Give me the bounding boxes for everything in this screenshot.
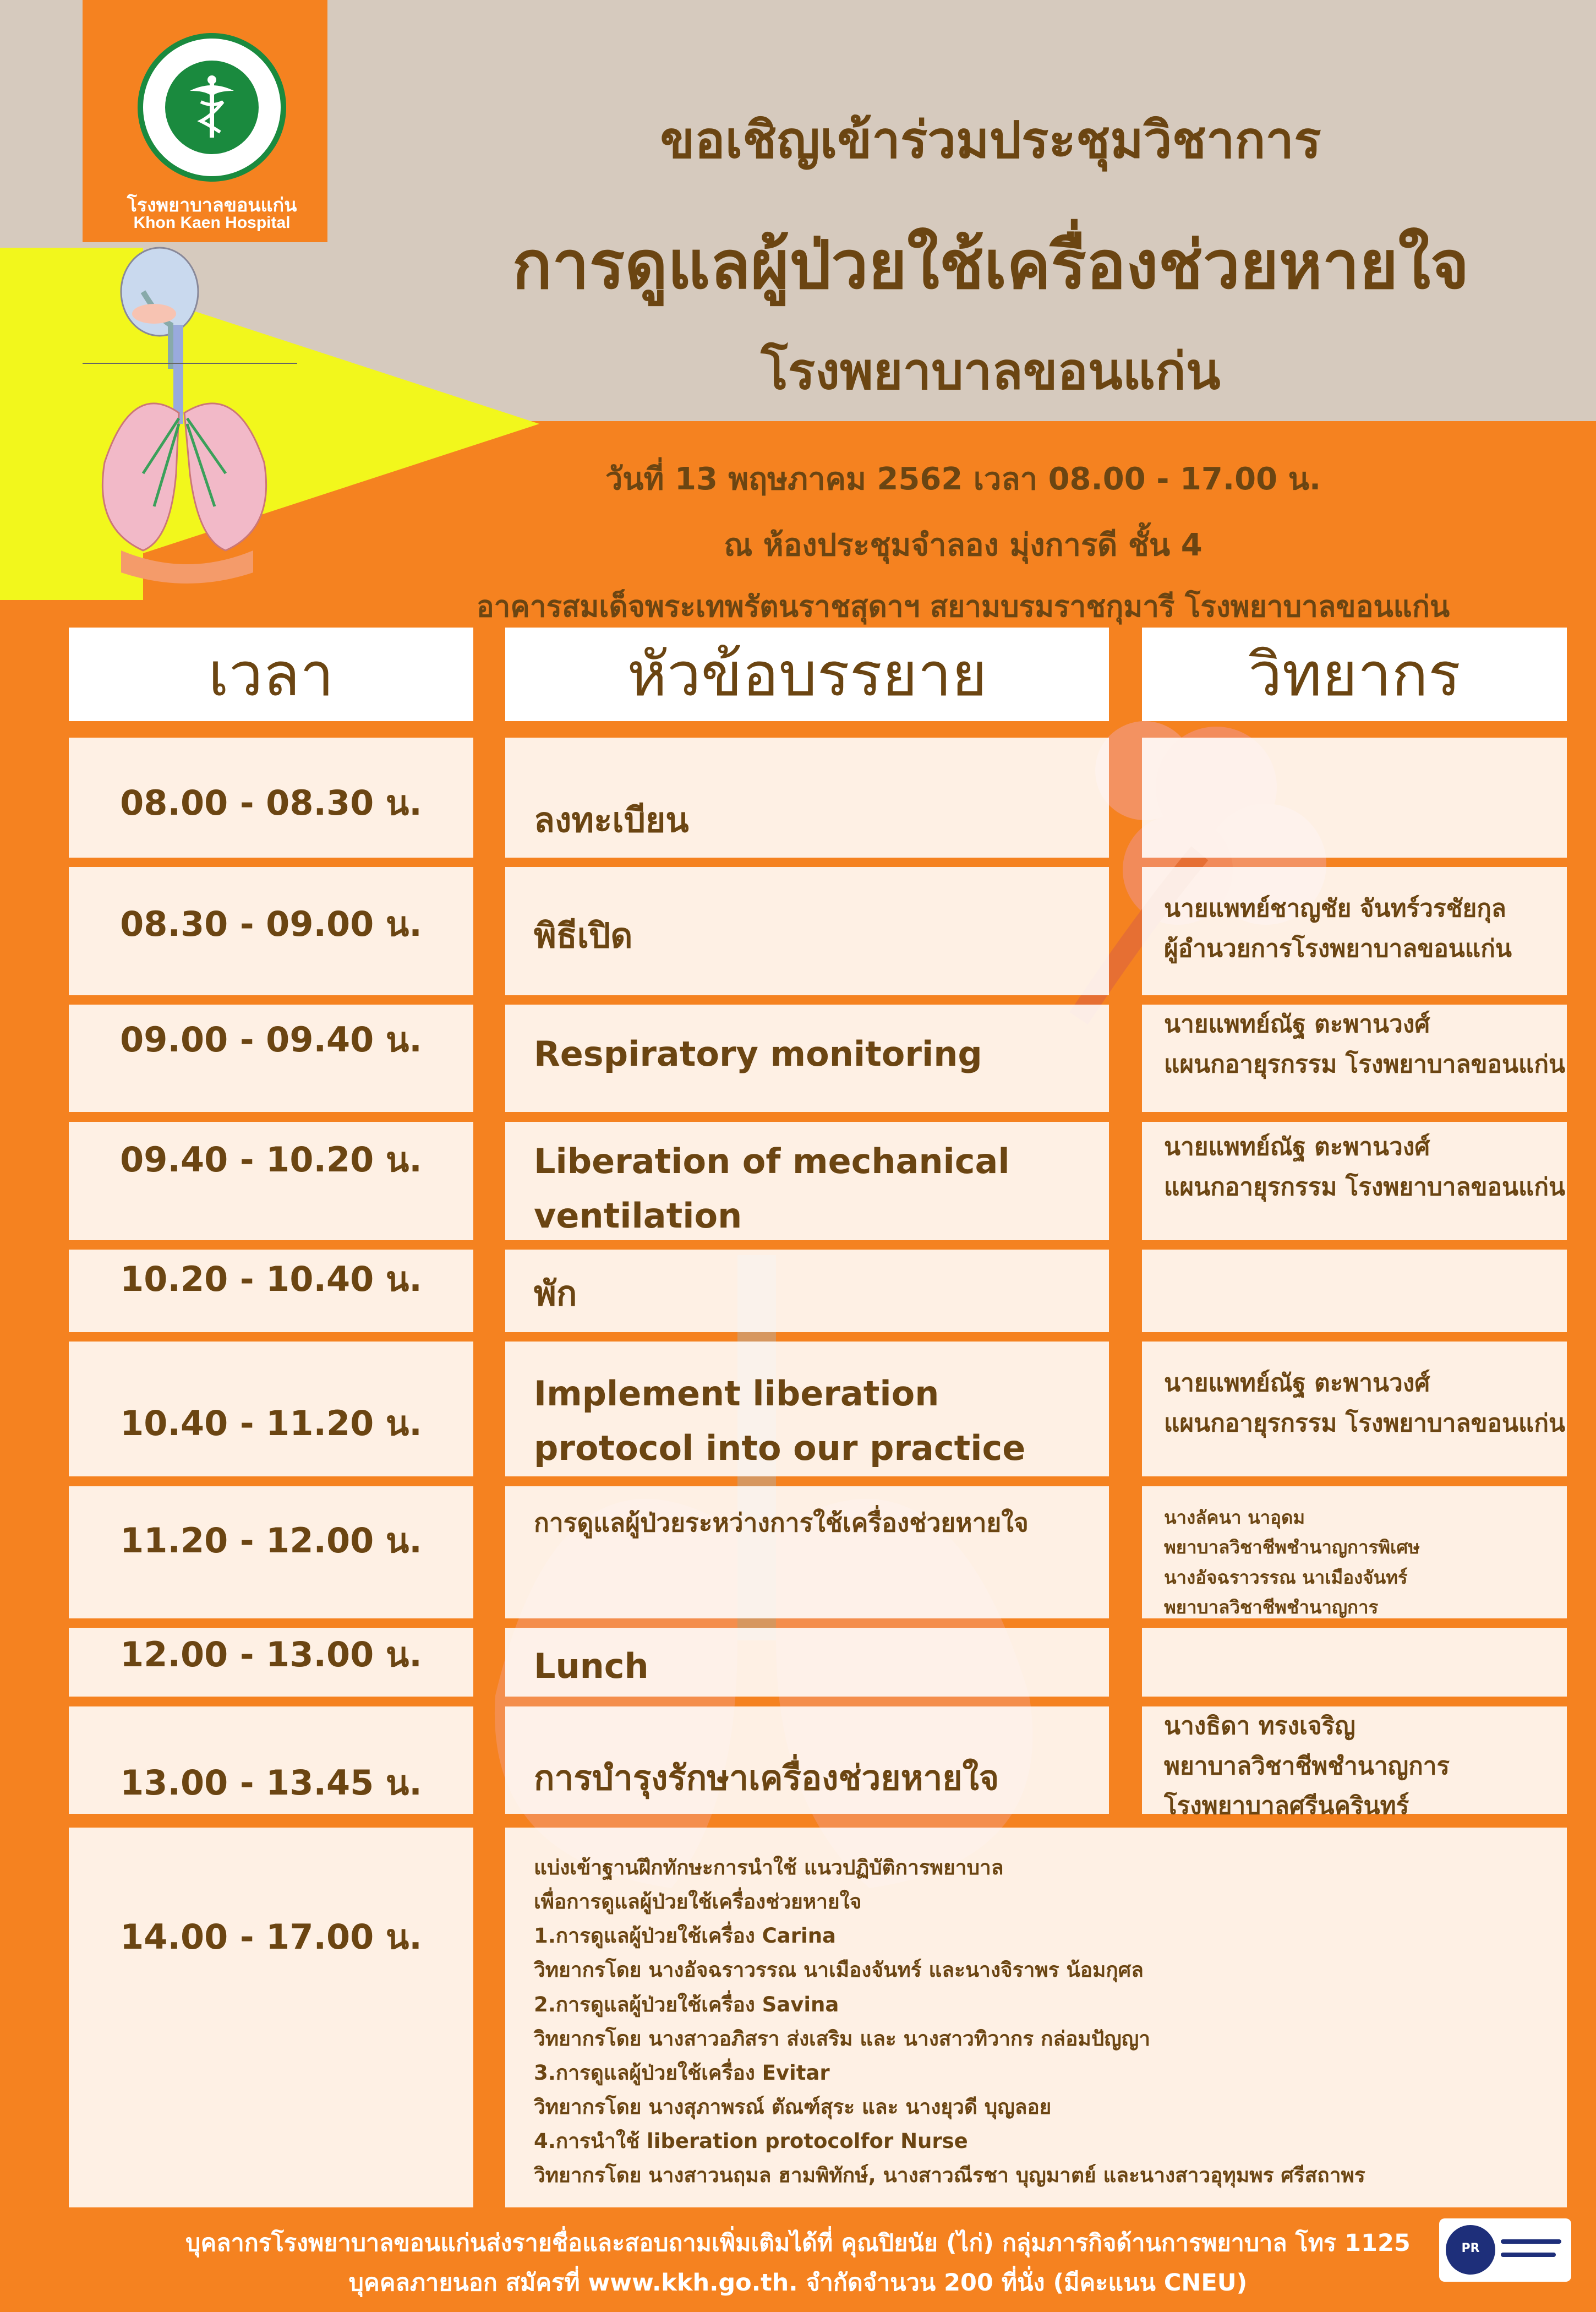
table-row-topic (505, 867, 1109, 995)
time-label: 10.40 - 11.20 น. (120, 1403, 422, 1443)
table-row-time (69, 1628, 473, 1697)
table-row-time (69, 1342, 473, 1476)
workshop-line: วิทยากรโดย นางสุภาพรณ์ ตัณฑ์สุระ และ นางยุวดี บุญลอย (534, 2095, 1052, 2119)
topic-label: พิธีเปิด (534, 915, 633, 956)
time-label: 09.40 - 10.20 น. (120, 1139, 422, 1180)
pr-logo-icon (1446, 2225, 1495, 2275)
footer-registration: บุคคลภายนอก สมัครที่ www.kkh.go.th. จำกัดจำนวน 200 ที่นั่ง (มีคะแนน CNEU) (348, 2269, 1248, 2297)
respiratory-anatomy-illustration (77, 242, 308, 595)
speaker-label: นายแพทย์ณัฐ ตะพานวงศ์ แผนกอายุรกรรม โรงพยาบาลขอนแก่น (1164, 1369, 1566, 1437)
table-row-activity (505, 1828, 1567, 2207)
table-row-speaker (1142, 1250, 1567, 1332)
event-building: อาคารสมเด็จพระเทพรัตนราชสุดาฯ สยามบรมราชกุมารี โรงพยาบาลขอนแก่น (476, 590, 1450, 624)
topic-label: การบำรุงรักษาเครื่องช่วยหายใจ (534, 1758, 999, 1798)
topic-label: ลงทะเบียน (534, 800, 689, 840)
workshop-line: 3.การดูแลผู้ป่วยใช้เครื่อง Evitar (534, 2060, 830, 2085)
time-label: 11.20 - 12.00 น. (120, 1520, 422, 1561)
speaker-label: นางลัคนา นาอุดม พยาบาลวิชาชีพชำนาญการพิเศษ นางอัจฉราวรรณ นาเมืองจันทร์ พยาบาลวิชาชีพชำนาญการ (1164, 1507, 1420, 1618)
table-row-speaker (1142, 1706, 1567, 1820)
host-hospital-title: โรงพยาบาลขอนแก่น (761, 342, 1221, 401)
table-row-topic (505, 1706, 1109, 1814)
table-row-time (69, 1005, 473, 1112)
table-row-topic (505, 1122, 1109, 1240)
table-row-speaker (1142, 1342, 1567, 1476)
invitation-title: ขอเชิญเข้าร่วมประชุมวิชาการ (660, 111, 1321, 170)
time-label: 08.30 - 09.00 น. (120, 904, 422, 944)
badge-stripe (1501, 2253, 1556, 2257)
topic-label: การดูแลผู้ป่วยระหว่างการใช้เครื่องช่วยหายใจ (534, 1508, 1029, 1537)
badge-text: PR (1461, 2242, 1480, 2255)
event-room: ณ ห้องประชุมจำลอง มุ่งการดี ชั้น 4 (724, 527, 1203, 563)
table-row-time (69, 1828, 473, 2207)
time-label: 09.00 - 09.40 น. (120, 1019, 422, 1060)
column-header-time: เวลา (69, 628, 473, 721)
table-row-topic (505, 1005, 1109, 1112)
table-row-time (69, 867, 473, 995)
table-row-speaker (1142, 867, 1567, 995)
logo-hospital-name-en: Khon Kaen Hospital (133, 214, 291, 232)
event-title: การดูแลผู้ป่วยใช้เครื่องช่วยหายใจ (512, 227, 1469, 304)
table-row-speaker (1142, 1122, 1567, 1240)
speaker-label: นายแพทย์ณัฐ ตะพานวงศ์ แผนกอายุรกรรม โรงพยาบาลขอนแก่น (1164, 1010, 1566, 1078)
workshop-line: วิทยากรโดย นางอัจฉราวรรณ นาเมืองจันทร์ และนางจิราพร น้อมกุศล (534, 1958, 1144, 1982)
column-header-speaker: วิทยากร (1142, 628, 1567, 721)
table-row-speaker (1142, 1005, 1567, 1112)
table-row-time (69, 1122, 473, 1240)
workshop-line: วิทยากรโดย นางสาวอภิสรา ส่งเสริม และ นางสาวทิวากร กล่อมปัญญา (534, 2026, 1151, 2051)
topic-label: Lunch (534, 1646, 649, 1686)
table-row-topic (505, 1342, 1109, 1476)
time-label: 13.00 - 13.45 น. (120, 1763, 422, 1803)
workshop-line: 2.การดูแลผู้ป่วยใช้เครื่อง Savina (534, 1992, 839, 2016)
column-header-topic: หัวข้อบรรยาย (505, 628, 1109, 721)
pr-badge (1439, 2218, 1571, 2282)
time-label: 14.00 - 17.00 น. (120, 1917, 422, 1957)
time-label: 10.20 - 10.40 น. (120, 1259, 422, 1299)
workshop-details (534, 1851, 1365, 2193)
table-row-time (69, 738, 473, 858)
topic-label: พัก (534, 1273, 577, 1313)
table-row-time (69, 1486, 473, 1618)
workshop-line: เพื่อการดูแลผู้ป่วยใช้เครื่องช่วยหายใจ (534, 1890, 862, 1914)
badge-stripe (1501, 2239, 1561, 2244)
speaker-label: นายแพทย์ชาญชัย จันทร์วรชัยกุล ผู้อำนวยการโรงพยาบาลขอนแก่น (1164, 895, 1512, 963)
logo-hospital-name-th: โรงพยาบาลขอนแก่น (127, 194, 297, 216)
workshop-line: แบ่งเข้าฐานฝึกทักษะการนำใช้ แนวปฏิบัติการพยาบาล (534, 1856, 1004, 1879)
table-row-time (69, 1706, 473, 1814)
workshop-line: วิทยากรโดย นางสาวนฤมล ฮามพิทักษ์, นางสาวณีรชา บุญมาตย์ และนางสาวอุทุมพร ศรีสถาพร (534, 2163, 1365, 2188)
time-label: 12.00 - 13.00 น. (120, 1634, 422, 1675)
caduceus-icon (165, 61, 259, 154)
table-row-time (69, 1250, 473, 1332)
ministry-logo (138, 33, 286, 182)
table-row-topic (505, 1486, 1109, 1618)
footer-contact: บุคลากรโรงพยาบาลขอนแก่นส่งรายชื่อและสอบถามเพิ่มเติมได้ที่ คุณปิยนัย (ไก่) กลุ่มภารกิจด้านการพยาบาล โทร 1125 (185, 2229, 1411, 2257)
table-row-topic (505, 738, 1109, 858)
workshop-line: 1.การดูแลผู้ป่วยใช้เครื่อง Carina (534, 1924, 837, 1948)
speaker-label: นายแพทย์ณัฐ ตะพานวงศ์ แผนกอายุรกรรม โรงพยาบาลขอนแก่น (1164, 1133, 1566, 1201)
table-row-speaker (1142, 1628, 1567, 1697)
topic-label: Implement liberation protocol into our practice (534, 1373, 1026, 1469)
speaker-label: นางธิดา ทรงเจริญ พยาบาลวิชาชีพชำนาญการ โรงพยาบาลศรีนครินทร์ (1164, 1712, 1450, 1820)
time-label: 08.00 - 08.30 น. (120, 783, 422, 823)
table-row-speaker (1142, 738, 1567, 858)
table-row-speaker (1142, 1486, 1567, 1618)
topic-label: Liberation of mechanical ventilation (534, 1141, 1010, 1236)
table-row-topic (505, 1250, 1109, 1332)
topic-label: Respiratory monitoring (534, 1034, 982, 1074)
workshop-line: 4.การนำใช้ liberation protocolfor Nurse (534, 2129, 968, 2153)
table-row-topic (505, 1628, 1109, 1697)
event-date: วันที่ 13 พฤษภาคม 2562 เวลา 08.00 - 17.00 น. (605, 461, 1321, 497)
